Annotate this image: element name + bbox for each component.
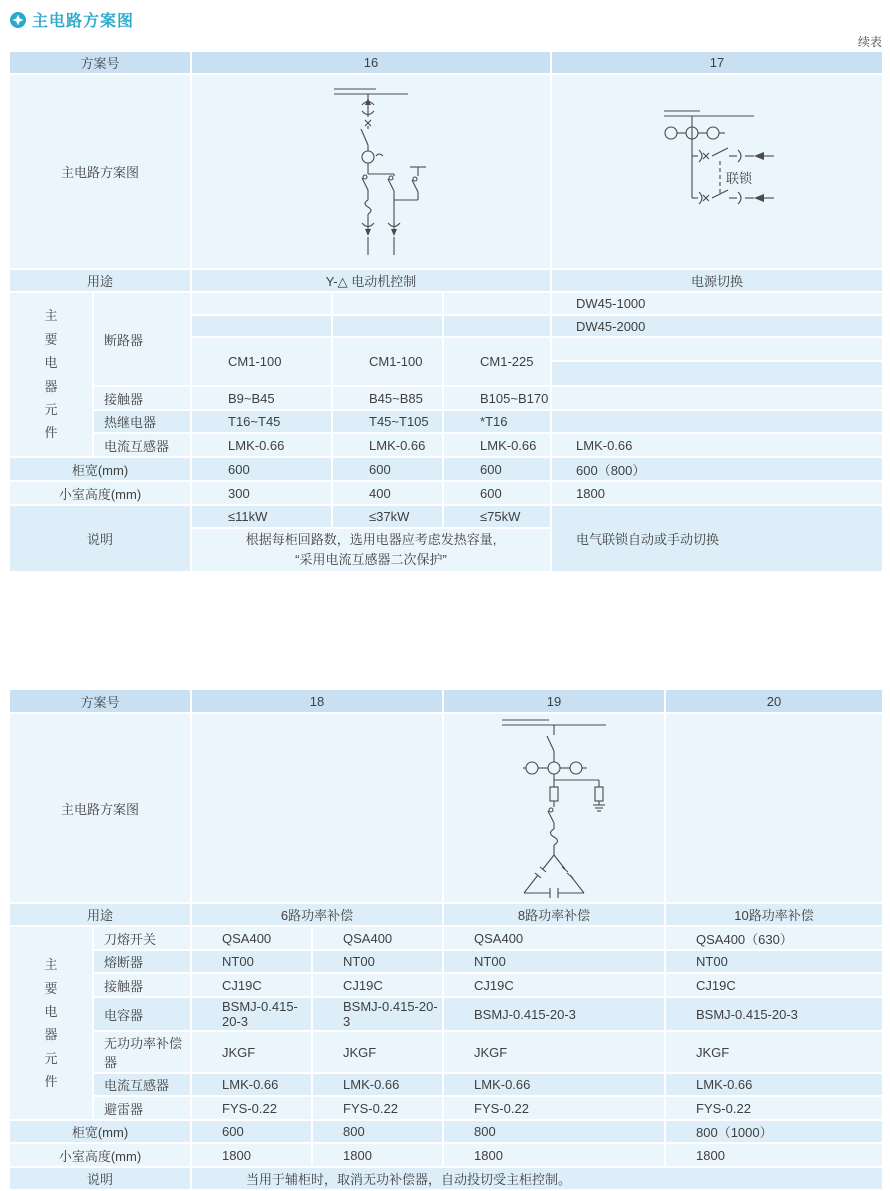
- t1-width-16-1: 600: [191, 457, 332, 481]
- t2-knife-fuse-label: 刀熔开关: [93, 926, 191, 950]
- t2-scheme-number-20: 20: [665, 689, 883, 713]
- t1-contactor-label: 接触器: [93, 386, 191, 410]
- t2-fuse-1: NT00: [191, 950, 312, 973]
- t2-arrester-3: FYS-0.22: [443, 1096, 665, 1120]
- t2-room-height-label: 小室高度(mm): [9, 1143, 191, 1167]
- t2-ct-label: 电流互感器: [93, 1073, 191, 1096]
- t2-arrester-4: FYS-0.22: [665, 1096, 883, 1120]
- t1-scheme-label: 方案号: [9, 51, 191, 74]
- t2-knife-fuse-1: QSA400: [191, 926, 312, 950]
- t2-ct-1: LMK-0.66: [191, 1073, 312, 1096]
- t1-thermal-16-2: T45~T105: [332, 410, 443, 433]
- t1-breaker-16-3-empty: [443, 292, 551, 315]
- t2-reactive-2: JKGF: [312, 1031, 443, 1073]
- badge-star-icon: [10, 12, 26, 28]
- t2-knife-fuse-3: QSA400: [443, 926, 665, 950]
- t2-capacitor-1: BSMJ-0.415-20-3: [191, 997, 312, 1031]
- t1-breaker-16-2-empty: [332, 292, 443, 315]
- t2-knife-fuse-4: QSA400（630）: [665, 926, 883, 950]
- page-title: 主电路方案图: [32, 13, 135, 30]
- scheme-table-16-17: [8, 50, 884, 573]
- t2-usage-18: 6路功率补偿: [191, 903, 443, 926]
- t1-note-16: [191, 528, 551, 572]
- t1-ct-16-2: LMK-0.66: [332, 433, 443, 457]
- t2-ct-4: LMK-0.66: [665, 1073, 883, 1096]
- t2-reactive-1: JKGF: [191, 1031, 312, 1073]
- t1-thermal-16-3: *T16: [443, 410, 551, 433]
- t1-breaker-label: 断路器: [93, 292, 191, 386]
- t1-breaker-16-value-1: CM1-100: [191, 337, 332, 386]
- t2-scheme-label: 方案号: [9, 689, 191, 713]
- t2-fuse-3: NT00: [443, 950, 665, 973]
- t2-height-4: 1800: [665, 1143, 883, 1167]
- t1-note-16-line2: “采用电流互感器二次保护”: [295, 552, 447, 568]
- t1-ct-17: LMK-0.66: [551, 433, 883, 457]
- t1-cabinet-width-label: 柜宽(mm): [9, 457, 191, 481]
- t2-contactor-1: CJ19C: [191, 973, 312, 997]
- interlock-label: 联锁: [726, 171, 753, 186]
- circuit-diagram-20-empty: [665, 713, 883, 903]
- t2-contactor-label: 接触器: [93, 973, 191, 997]
- circuit-diagram-16: [191, 74, 551, 269]
- t1-height-17: 1800: [551, 481, 883, 505]
- t1-scheme-number-16: 16: [191, 51, 551, 74]
- t1-components-label: 主要电器元件: [9, 292, 93, 457]
- t2-usage-19: 8路功率补偿: [443, 903, 665, 926]
- t1-room-height-label: 小室高度(mm): [9, 481, 191, 505]
- t1-breaker-17-1: DW45-1000: [551, 292, 883, 315]
- t1-ct-16-1: LMK-0.66: [191, 433, 332, 457]
- t2-width-1: 600: [191, 1120, 312, 1143]
- t2-knife-fuse-2: QSA400: [312, 926, 443, 950]
- circuit-diagram-19-drawing: [469, 717, 639, 899]
- circuit-diagram-18-empty: [191, 713, 443, 903]
- t2-reactive-4: JKGF: [665, 1031, 883, 1073]
- t1-breaker-16-1-empty: [191, 315, 332, 337]
- t2-ct-3: LMK-0.66: [443, 1073, 665, 1096]
- table-gap: [0, 573, 890, 688]
- t1-note-16-line1: 根据每柜回路数，选用电器应考虑发热容量,: [245, 532, 497, 547]
- t1-thermal-16-1: T16~T45: [191, 410, 332, 433]
- t2-width-2: 800: [312, 1120, 443, 1143]
- t1-note-17: 电气联锁自动或手动切换: [551, 505, 883, 572]
- t1-breaker-16-2-empty: [332, 315, 443, 337]
- t1-width-16-3: 600: [443, 457, 551, 481]
- t1-height-16-3: 600: [443, 481, 551, 505]
- t2-ct-2: LMK-0.66: [312, 1073, 443, 1096]
- t2-contactor-2: CJ19C: [312, 973, 443, 997]
- t1-width-16-2: 600: [332, 457, 443, 481]
- t1-note-kw-1: ≤11kW: [191, 505, 332, 528]
- t2-capacitor-2: BSMJ-0.415-20-3: [312, 997, 443, 1031]
- t1-breaker-16-1-empty: [191, 292, 332, 315]
- t2-scheme-number-18: 18: [191, 689, 443, 713]
- t2-usage-label: 用途: [9, 903, 191, 926]
- t1-breaker-16-value-3: CM1-225: [443, 337, 551, 386]
- t2-width-3: 800: [443, 1120, 665, 1143]
- continued-label: 续表: [857, 35, 882, 49]
- t1-breaker-17-2: DW45-2000: [551, 315, 883, 337]
- t1-note-kw-2: ≤37kW: [332, 505, 443, 528]
- t1-usage-label: 用途: [9, 269, 191, 292]
- t1-breaker-17-empty: [551, 361, 883, 386]
- t1-height-16-2: 400: [332, 481, 443, 505]
- t2-arrester-2: FYS-0.22: [312, 1096, 443, 1120]
- t2-height-3: 1800: [443, 1143, 665, 1167]
- circuit-diagram-16-drawing: [306, 83, 436, 261]
- t1-usage-17: 电源切换: [551, 269, 883, 292]
- t2-width-4: 800（1000）: [665, 1120, 883, 1143]
- t1-height-16-1: 300: [191, 481, 332, 505]
- t2-cabinet-width-label: 柜宽(mm): [9, 1120, 191, 1143]
- t2-scheme-number-19: 19: [443, 689, 665, 713]
- page-title-bar: [10, 8, 890, 31]
- t2-reactive-3: JKGF: [443, 1031, 665, 1073]
- circuit-diagram-17: [551, 74, 883, 269]
- t1-breaker-16-value-2: CM1-100: [332, 337, 443, 386]
- t1-contactor-16-2: B45~B85: [332, 386, 443, 410]
- t2-note-label: 说明: [9, 1167, 191, 1190]
- scheme-table-18-19-20: [8, 688, 884, 1191]
- t2-components-label: 主要电器元件: [9, 926, 93, 1120]
- circuit-diagram-19: [443, 713, 665, 903]
- t1-contactor-16-3: B105~B170: [443, 386, 551, 410]
- t2-usage-20: 10路功率补偿: [665, 903, 883, 926]
- t2-contactor-4: CJ19C: [665, 973, 883, 997]
- t1-ct-16-3: LMK-0.66: [443, 433, 551, 457]
- t1-scheme-number-17: 17: [551, 51, 883, 74]
- t2-capacitor-label: 电容器: [93, 997, 191, 1031]
- t1-note-label: 说明: [9, 505, 191, 572]
- t2-fuse-label: 熔断器: [93, 950, 191, 973]
- t2-capacitor-4: BSMJ-0.415-20-3: [665, 997, 883, 1031]
- t1-contactor-17-empty: [551, 386, 883, 410]
- t2-capacitor-3: BSMJ-0.415-20-3: [443, 997, 665, 1031]
- t2-arrester-1: FYS-0.22: [191, 1096, 312, 1120]
- t2-height-1: 1800: [191, 1143, 312, 1167]
- t1-ct-label: 电流互感器: [93, 433, 191, 457]
- t1-width-17: 600（800）: [551, 457, 883, 481]
- t2-fuse-4: NT00: [665, 950, 883, 973]
- t2-reactive-compensator-label: 无功功率补偿器: [93, 1031, 191, 1073]
- t1-note-kw-3: ≤75kW: [443, 505, 551, 528]
- t2-arrester-label: 避雷器: [93, 1096, 191, 1120]
- circuit-diagram-17-drawing: [642, 104, 792, 239]
- t2-contactor-3: CJ19C: [443, 973, 665, 997]
- t2-diagram-row-label: 主电路方案图: [9, 713, 191, 903]
- t2-fuse-2: NT00: [312, 950, 443, 973]
- t2-height-2: 1800: [312, 1143, 443, 1167]
- t1-contactor-16-1: B9~B45: [191, 386, 332, 410]
- t1-thermal-relay-label: 热继电器: [93, 410, 191, 433]
- t1-breaker-16-3-empty: [443, 315, 551, 337]
- t1-usage-16: Y-△ 电动机控制: [191, 269, 551, 292]
- t2-note-text: 当用于辅柜时，取消无功补偿器，自动投切受主柜控制。: [191, 1167, 883, 1190]
- t1-thermal-17-empty: [551, 410, 883, 433]
- t1-diagram-row-label: 主电路方案图: [9, 74, 191, 269]
- t1-breaker-17-empty: [551, 337, 883, 361]
